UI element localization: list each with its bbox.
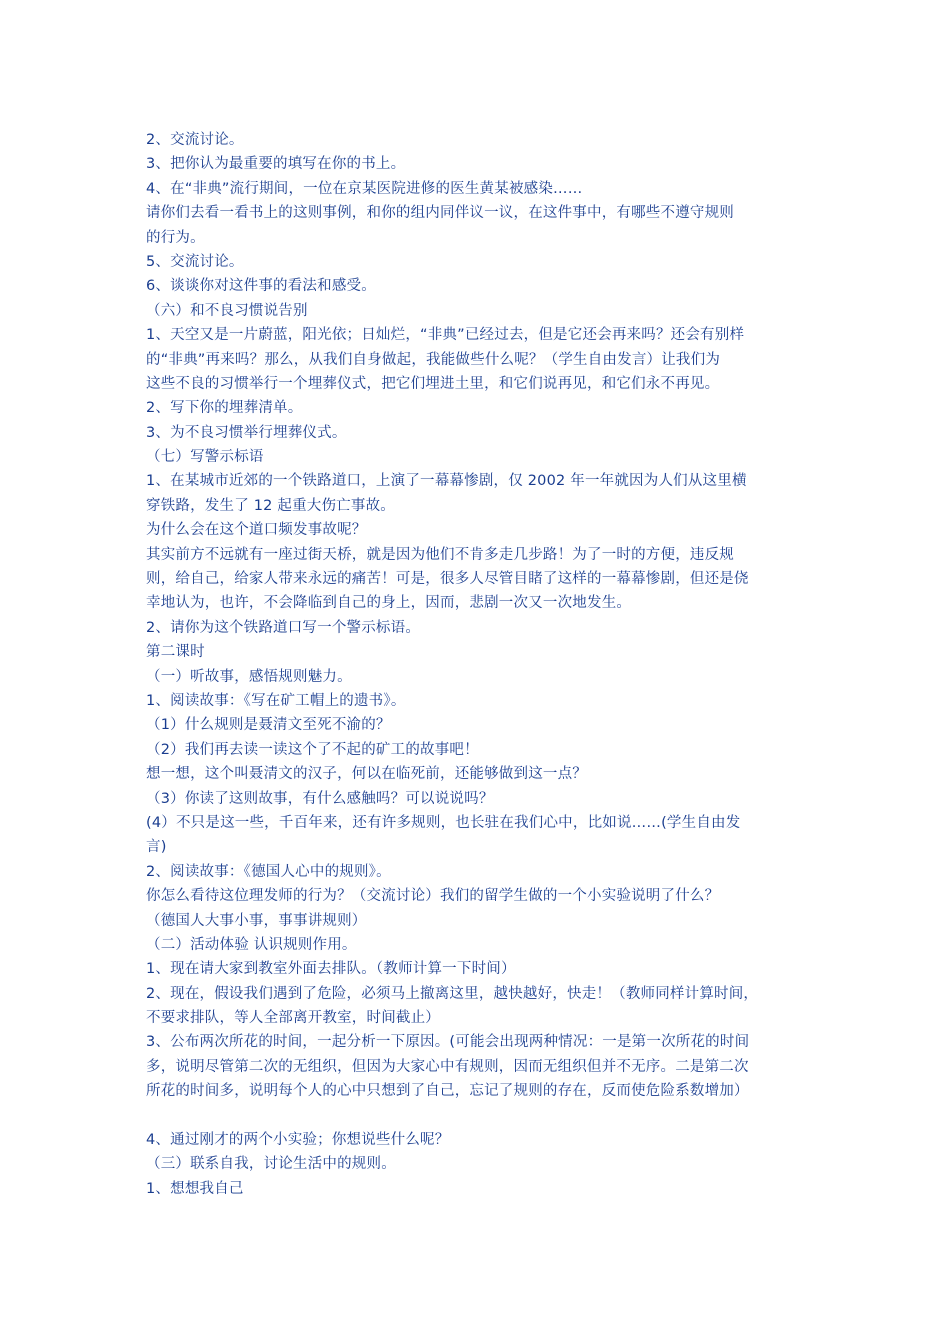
text-line: （七）写警示标语 [146, 449, 264, 466]
text-line: 2、交流讨论。 [146, 132, 244, 148]
text-line: 4、通过刚才的两个小实验；你想说些什么呢？ [146, 1132, 450, 1149]
text-line: 3、为不良习惯举行埋葬仪式。 [146, 424, 347, 441]
text-line: 幸地认为，也许，不会降临到自己的身上，因而，悲剧一次又一次地发生。 [146, 595, 632, 612]
text-line: 1、现在请大家到教室外面去排队。（教师计算一下时间） [146, 961, 516, 978]
text-line: 多，说明尽管第二次的无组织，但因为大家心中有规则，因而无组织但并不无序。二是第二次 [146, 1058, 749, 1075]
text-line: 2、阅读故事：《德国人心中的规则》。 [146, 863, 391, 880]
text-line: 1、想想我自己 [146, 1180, 244, 1197]
document-page [146, 128, 814, 1201]
text-line: 1、阅读故事：《写在矿工帽上的遗书》。 [146, 692, 406, 709]
text-line: 4、在“非典”流行期间，一位在京某医院进修的医生黄某被感染…… [146, 180, 583, 197]
text-line: 5、交流讨论。 [146, 253, 244, 270]
text-line: （2）我们再去读一读这个了不起的矿工的故事吧！ [146, 741, 479, 758]
text-line: 的行为。 [146, 229, 205, 246]
text-line: 的“非典”再来吗？那么，从我们自身做起，我能做些什么呢？（学生自由发言）让我们为 [146, 351, 721, 368]
text-line: （3）你读了这则故事，有什么感触吗？可以说说吗？ [146, 790, 494, 807]
text-line: 6、谈谈你对这件事的看法和感受。 [146, 278, 376, 295]
text-line: 2、现在，假设我们遇到了危险，必须马上撤离这里，越快越好，快走！（教师同样计算时间， [146, 985, 759, 1002]
text-line: 3、公布两次所花的时间，一起分析一下原因。(可能会出现两种情况：一是第一次所花的时间 [146, 1034, 750, 1051]
text-line: （德国人大事小事，事事讲规则） [146, 912, 367, 929]
text-line: 请你们去看一看书上的这则事例，和你的组内同伴议一议，在这件事中，有哪些不遵守规则 [146, 205, 734, 222]
text-line: 第二课时 [146, 644, 205, 661]
text-line: 所花的时间多，说明每个人的心中只想到了自己，忘记了规则的存在，反而使危险系数增加） [146, 1083, 749, 1100]
text-line: 想一想，这个叫聂清文的汉子，何以在临死前，还能够做到这一点？ [146, 766, 587, 783]
text-line: （一）听故事，感悟规则魅力。 [146, 668, 352, 685]
text-line: （三）联系自我，讨论生活中的规则。 [146, 1156, 396, 1173]
text-line: 你怎么看待这位理发师的行为？（交流讨论）我们的留学生做的一个小实验说明了什么？ [146, 888, 720, 905]
text-line: 其实前方不远就有一座过街天桥，就是因为他们不肯多走几步路！为了一时的方便，违反规 [146, 546, 734, 563]
text-line: 1、在某城市近郊的一个铁路道口，上演了一幕幕惨剧，仅 2002 年一年就因为人们从这里横 [146, 473, 747, 490]
text-line: 1、天空又是一片蔚蓝，阳光依；日灿烂，“非典”已经过去，但是它还会再来吗？还会有别样 [146, 327, 745, 344]
text-line: 为什么会在这个道口频发事故呢？ [146, 522, 367, 539]
text-line: 2、写下你的埋葬清单。 [146, 400, 303, 417]
text-line: 穿铁路，发生了 12 起重大伤亡事故。 [146, 497, 395, 514]
text-line [146, 1104, 814, 1128]
text-line: （六）和不良习惯说告别 [146, 302, 308, 319]
text-line: （二）活动体验 认识规则作用。 [146, 936, 357, 953]
text-line: 言) [146, 839, 167, 856]
text-line: (4）不只是这一些，千百年来，还有许多规则，也长驻在我们心中，比如说……(学生自由发 [146, 814, 741, 831]
text-line: 2、请你为这个铁路道口写一个警示标语。 [146, 619, 421, 636]
text-line: （1）什么规则是聂清文至死不渝的？ [146, 717, 391, 734]
text-line: 这些不良的习惯举行一个埋葬仪式，把它们埋进土里，和它们说再见，和它们永不再见。 [146, 375, 720, 392]
text-line: 不要求排队，等人全部离开教室，时间截止） [146, 1010, 440, 1027]
text-line: 则，给自己，给家人带来永远的痛苦！可是，很多人尽管目睹了这样的一幕幕惨剧，但还是侥 [146, 571, 749, 588]
text-line: 3、把你认为最重要的填写在你的书上。 [146, 156, 406, 173]
